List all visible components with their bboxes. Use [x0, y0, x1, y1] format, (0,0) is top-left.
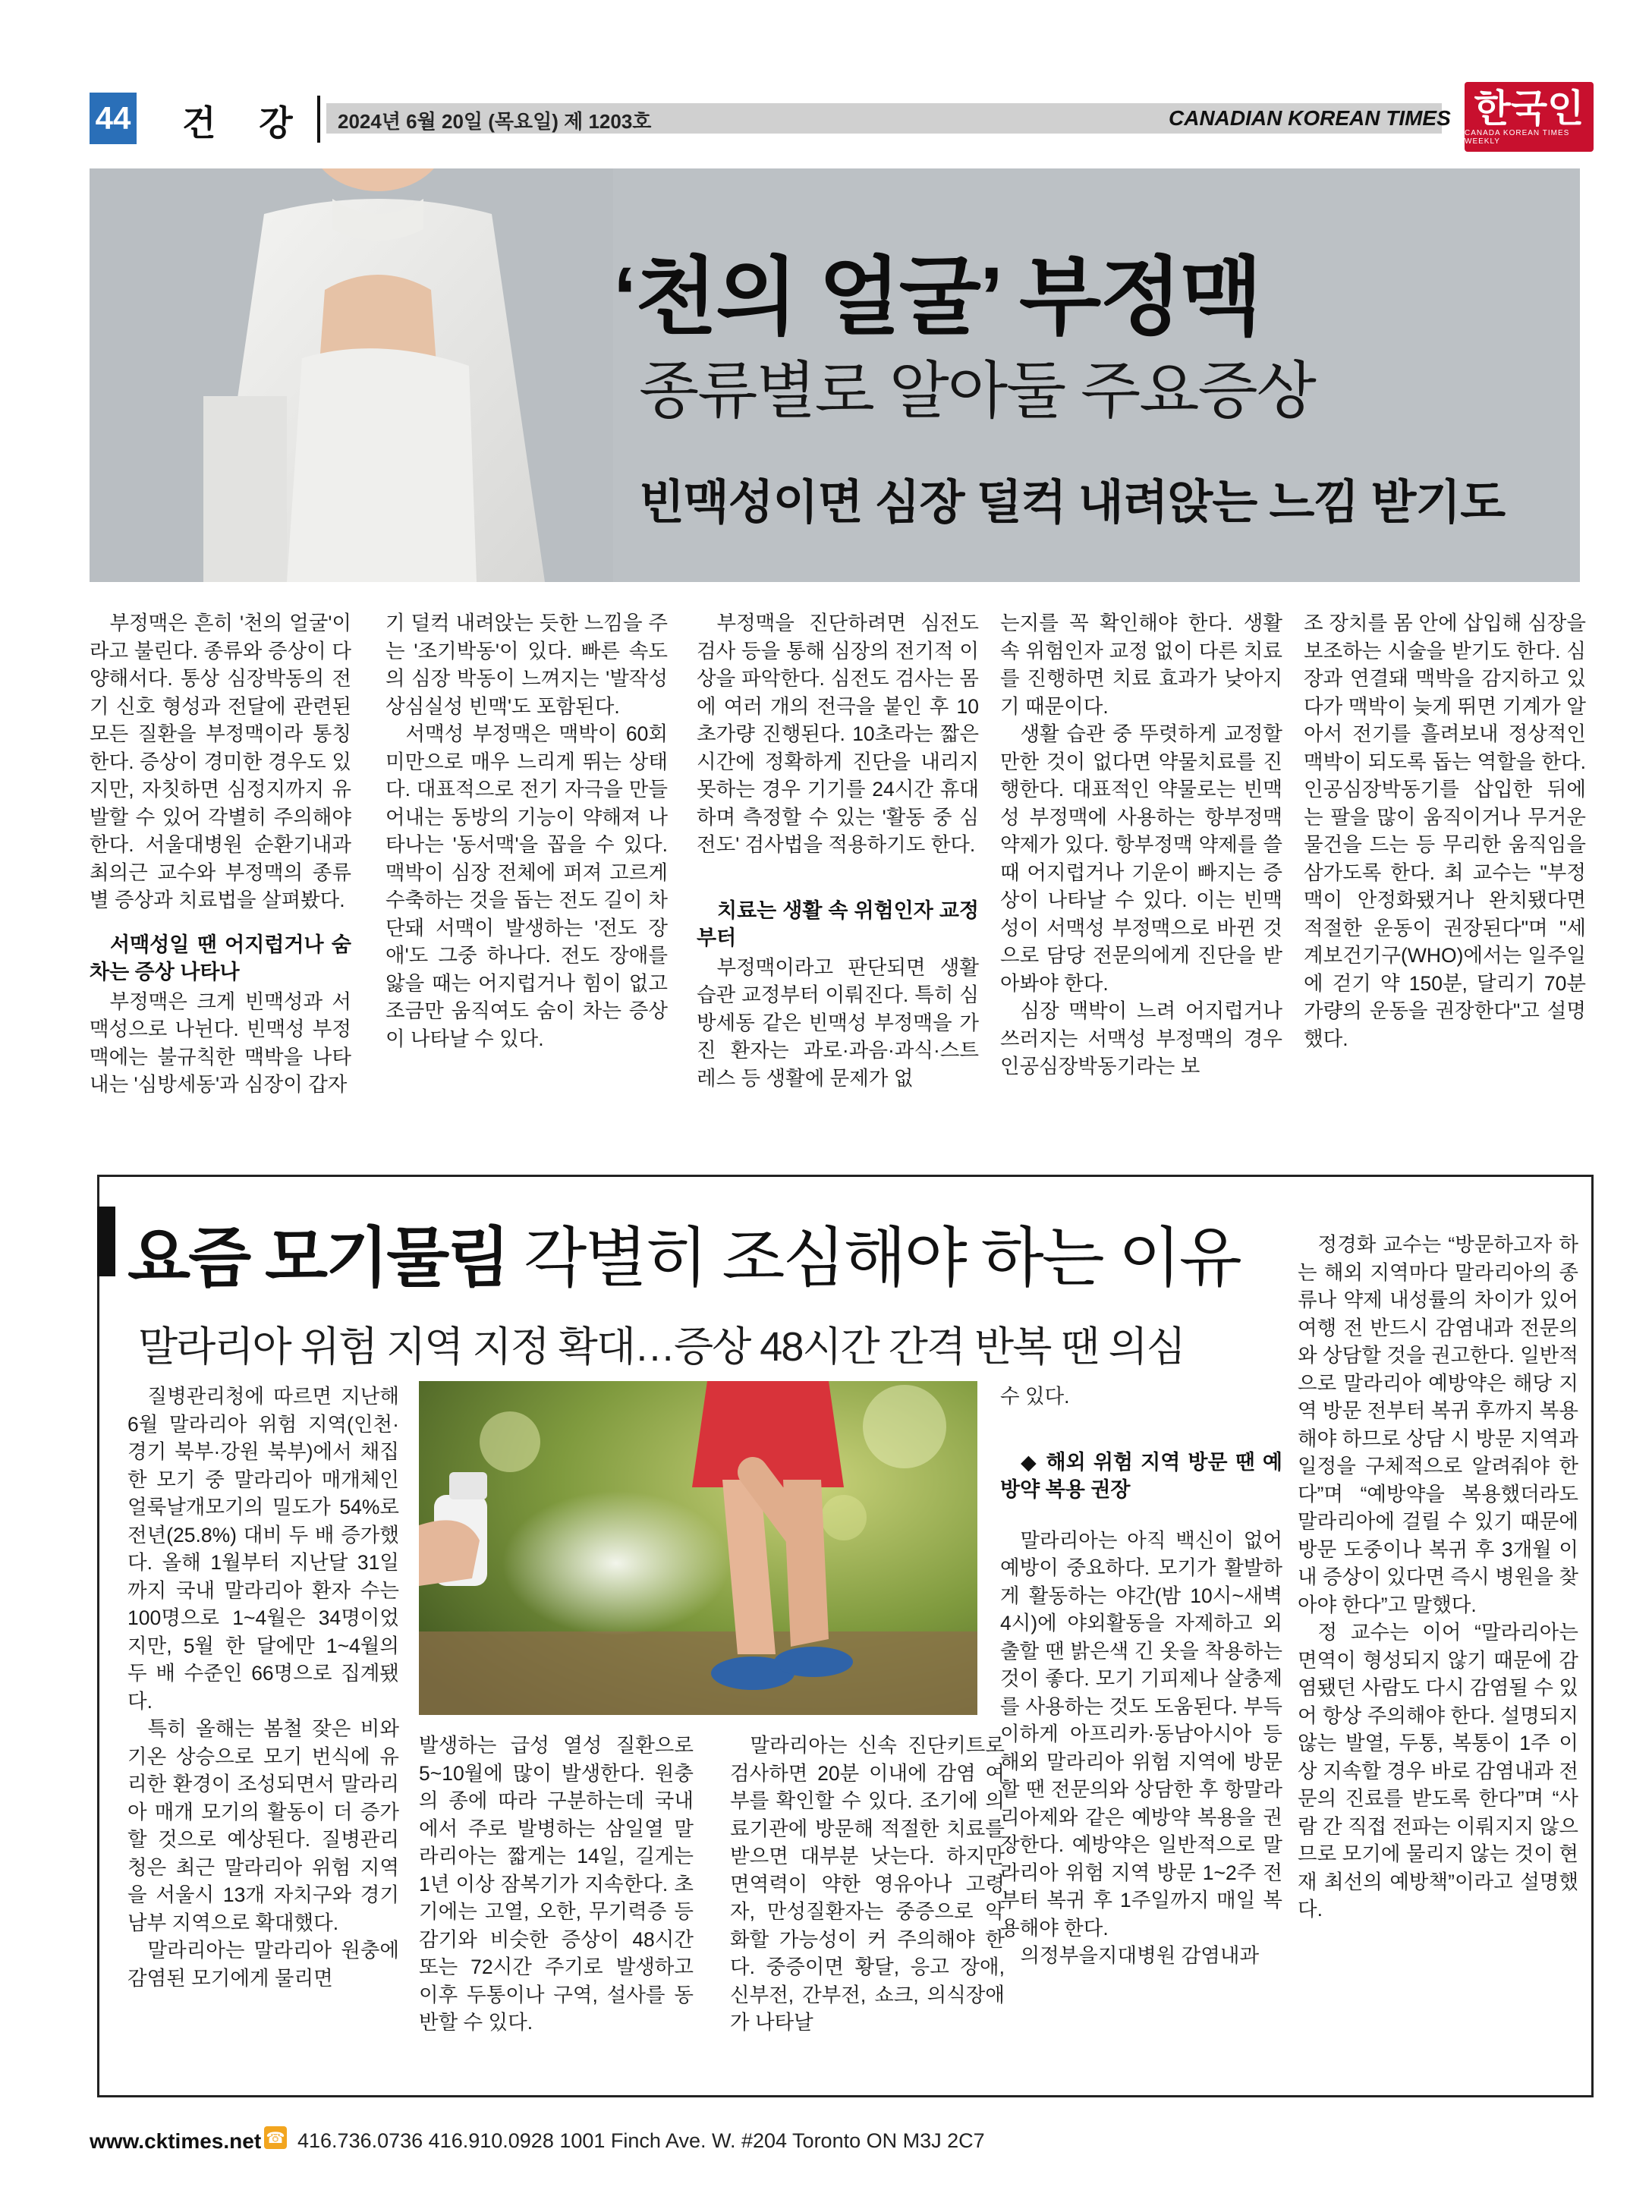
logo-text: 한국인: [1474, 87, 1584, 130]
article1-title: ‘천의 얼굴’ 부정맥: [613, 250, 1261, 345]
paragraph: 말라리아는 아직 백신이 없어 예방이 중요하다. 모기가 활발하게 활동하는 야간(밤 10시~새벽 4시)에 야외활동을 자제하고 외출할 땐 밝은색 긴 옷을 착용하는 것이 좋다. 모기 기피제나 살충제를 사용하는 것도 도움된다. 부득이하게 아프리카·동남아시아 등 해외 말라리아 위험 지역에 방문할 땐 전문의와 상담한 후 항말라리아제와 같은 예방약 복용을 권장한다. 예방약은 일반적으로 말라리아 위험 지역 방문 1~2주 전부터 복귀 후 1주일까지 매일 복용해야 한다.: [1000, 1528, 1282, 1940]
article1-column-2: [385, 609, 668, 1053]
paragraph: 생활 습관 중 뚜렷하게 교정할 만한 것이 없다면 약물치료를 진행한다. 대표적인 약물로는 빈맥성 부정맥에 사용하는 항부정맥 약제가 있다. 항부정맥 약제를 쓸 때 어지럽거나 기운이 빠지는 증상이 나타날 수 있다. 이는 빈맥성이 서맥성 부정맥으로 바뀐 것으로 담당 전문의에게 진단을 받아봐야 한다.: [1000, 722, 1282, 995]
subheading: 치료는 생활 속 위험인자 교정부터: [697, 898, 979, 949]
masthead-logo: [1465, 82, 1594, 152]
article2-column-3: [730, 1732, 1005, 2037]
hero-person-illustration: [150, 168, 606, 582]
paragraph: 말라리아는 말라리아 원충에 감염된 모기에게 물리면: [127, 1939, 399, 1990]
article2-column-2: [419, 1732, 694, 2037]
subheading: 서맥성일 땐 어지럽거나 숨차는 증상 나타나: [90, 933, 351, 983]
article2-column-1: [127, 1383, 399, 1992]
paragraph: 부정맥은 크게 빈맥성과 서맥성으로 나뉜다. 빈맥성 부정맥에는 불규칙한 맥박을 나타내는 '심방세동'과 심장이 갑자: [90, 990, 351, 1096]
article2-title: [127, 1205, 1240, 1299]
spacer: [1000, 1506, 1282, 1527]
page-number: 44: [90, 93, 137, 144]
paragraph: 의정부을지대병원 감염내과: [1020, 1944, 1260, 1967]
paragraph: 서맥성 부정맥은 맥박이 60회 미만으로 매우 느리게 뛰는 상태다. 대표적으로 전기 자극을 만들어내는 동방의 기능이 약해져 나타나는 '동서맥'을 꼽을 수 있다. 맥박이 심장 전체에 퍼져 고르게 수축하는 것을 돕는 전도 길이 차단돼 서맥이 발생하는 '전도 장애'도 그중 하나다. 전도 장애를 앓을 때는 어지럽거나 힘이 없고 조금만 움직여도 숨이 차는 증상이 나타날 수 있다.: [385, 722, 668, 1050]
paragraph: 는지를 꼭 확인해야 한다. 생활 속 위험인자 교정 없이 다른 치료를 진행하면 치료 효과가 낮아지기 때문이다.: [1000, 612, 1282, 718]
header-divider: [317, 96, 320, 143]
article1-subtitle: 종류별로 알아둘 주요증상: [639, 357, 1315, 426]
phone-icon: ☎: [264, 2126, 287, 2149]
article1-column-1: [90, 609, 351, 1099]
section-title: 건 강: [182, 103, 310, 143]
article2-title-bold: 요즘 모기물림: [127, 1222, 508, 1295]
article1-subtitle-2: 빈맥성이면 심장 덜컥 내려앉는 느낌 받기도: [639, 477, 1506, 529]
subheading: ◆ 해외 위험 지역 방문 땐 예방약 복용 권장: [1000, 1450, 1282, 1501]
article1-column-3: [697, 609, 979, 1092]
photo-illustration: [419, 1381, 977, 1715]
paragraph: 수 있다.: [1000, 1385, 1070, 1408]
mosquito-spray-photo: [419, 1381, 977, 1715]
paragraph: 기 덜컥 내려앉는 듯한 느낌을 주는 '조기박동'이 있다. 빠른 속도의 심장 박동이 느껴지는 '발작성 상심실성 빈맥'도 포함된다.: [385, 612, 668, 718]
article1-column-5: [1304, 609, 1586, 1053]
paragraph: 정 교수는 이어 “말라리아는 면역이 형성되지 않기 때문에 감염됐던 사람도 다시 감염될 수 있어 항상 주의해야 한다. 설명되지 않는 발열, 두통, 복통이 1주 이상 지속할 경우 바로 감염내과 전문의 진료를 받도록 한다”며 “사람 간 직접 전파는 이뤄지지 않으므로 모기에 물리지 않는 것이 현재 최선의 예방책”이라고 설명했다.: [1298, 1621, 1578, 1921]
paragraph: 조 장치를 몸 안에 삽입해 심장을 보조하는 시술을 받기도 한다. 심장과 연결돼 맥박을 감지하고 있다가 맥박이 늦게 뛰면 기계가 알아서 전기를 흘려보내 정상적인 맥박이 되도록 돕는 역할을 한다. 인공심장박동기를 삽입한 뒤에는 팔을 많이 움직이거나 무거운 물건을 드는 등 무리한 움직임을 삼가도록 한다. 최 교수는 "부정맥이 안정화됐거나 완치됐다면 적절한 운동이 권장된다"며 "세계보건기구(WHO)에서는 일주일에 걷기 약 150분, 달리기 70분가량의 운동을 권장한다"고 설명했다.: [1304, 612, 1586, 1050]
paragraph: 심장 맥박이 느려 어지럽거나 쓰러지는 서맥성 부정맥의 경우 인공심장박동기라는 보: [1000, 999, 1282, 1078]
article2-column-4: [1000, 1383, 1282, 1970]
paragraph: 정경화 교수는 “방문하고자 하는 해외 지역마다 말라리아의 종류나 약제 내성률의 차이가 있어 여행 전 반드시 감염내과 전문의와 상담할 것을 권고한다. 일반적으로 말라리아 예방약은 해당 지역 방문 전부터 복귀 후까지 복용해야 하므로 상담 시 방문 지역과 일정을 구체적으로 알려줘야 한다”며 “예방약을 복용했더라도 말라리아에 걸릴 수 있기 때문에 방문 도중이나 복귀 후 3개월 이내 증상이 있다면 즉시 병원을 찾아야 한다”고 말했다.: [1298, 1233, 1578, 1616]
logo-subtext: CANADA KOREAN TIMES WEEKLY: [1465, 129, 1570, 146]
article1-column-4: [1000, 609, 1282, 1081]
article2-title-bar: [97, 1207, 115, 1276]
paper-name: CANADIAN KOREAN TIMES: [1169, 106, 1451, 130]
paragraph: 부정맥은 흔히 '천의 얼굴'이라고 불린다. 종류와 증상이 다양해서다. 통상 심장박동의 전기 신호 형성과 전달에 관련된 모든 질환을 부정맥이라 통칭한다. 증상이 경미한 경우도 있지만, 자칫하면 심정지까지 유발할 수 있어 각별히 주의해야 한다. 서울대병원 순환기내과 최의근 교수와 부정맥의 종류별 증상과 치료법을 살펴봤다.: [90, 612, 351, 911]
footer-website[interactable]: www.cktimes.net: [90, 2129, 262, 2153]
article2-column-5: [1298, 1231, 1578, 1924]
paragraph: 부정맥이라고 판단되면 생활 습관 교정부터 이뤄진다. 특히 심방세동 같은 빈맥성 부정맥을 가진 환자는 과로·과음·과식·스트레스 등 생활에 문제가 없: [697, 955, 979, 1090]
article2-subtitle: 말라리아 위험 지역 지정 확대…증상 48시간 간격 반복 땐 의심: [138, 1324, 1185, 1370]
footer-contact: 416.736.0736 416.910.0928 1001 Finch Ave. W. #204 Toronto ON M3J 2C7: [297, 2129, 985, 2152]
paragraph: 특히 올해는 봄철 잦은 비와 기온 상승으로 모기 번식에 유리한 환경이 조성되면서 말라리아 매개 모기의 활동이 더 증가할 것으로 예상된다. 질병관리청은 최근 말라리아 위험 지역을 서울시 13개 자치구와 경기 남부 지역으로 확대했다.: [127, 1717, 399, 1934]
article2-title-light: 각별히 조심해야 하는 이유: [508, 1222, 1240, 1295]
spacer: [1000, 1411, 1282, 1432]
issue-date: 2024년 6월 20일 (목요일) 제 1203호: [338, 110, 652, 133]
paragraph: 발생하는 급성 열성 질환으로 5~10월에 많이 발생한다. 원충의 종에 따라 구분하는데 국내에서 주로 발병하는 삼일열 말라리아는 짧게는 14일, 길게는 1년 이상 잠복기가 지속한다. 초기에는 고열, 오한, 무기력증 등 감기와 비슷한 증상이 48시간 또는 72시간 주기로 발생하고 이후 두통이나 구역, 설사를 동반할 수 있다.: [419, 1734, 694, 2034]
paragraph: 질병관리청에 따르면 지난해 6월 말라리아 위험 지역(인천·경기 북부·강원 북부)에서 채집한 모기 중 말라리아 매개체인 얼룩날개모기의 밀도가 54%로 전년(25.8%) 대비 두 배 증가했다. 올해 1월부터 지난달 31일까지 국내 말라리아 환자 수는 100명으로 1~4월은 34명이었지만, 5월 한 달에만 1~4월의 두 배 수준인 66명으로 집계됐다.: [127, 1385, 399, 1713]
paragraph: 말라리아는 신속 진단키트로 검사하면 20분 이내에 감염 여부를 확인할 수 있다. 조기에 의료기관에 방문해 적절한 치료를 받으면 대부분 낫는다. 하지만 면역력이 약한 영유아나 고령자, 만성질환자는 중증으로 악화할 가능성이 커 주의해야 한다. 중증이면 황달, 응고 장애, 신부전, 간부전, 쇼크, 의식장애가 나타날: [730, 1734, 1005, 2034]
paragraph: 부정맥을 진단하려면 심전도 검사 등을 통해 심장의 전기적 이상을 파악한다. 심전도 검사는 몸에 여러 개의 전극을 붙인 후 10초가량 진행된다. 10초라는 짧은 시간에 정확하게 진단을 내리지 못하는 경우 기기를 24시간 휴대하며 측정할 수 있는 '활동 중 심전도' 검사법을 적용하기도 한다.: [697, 612, 979, 856]
spacer: [697, 859, 979, 880]
